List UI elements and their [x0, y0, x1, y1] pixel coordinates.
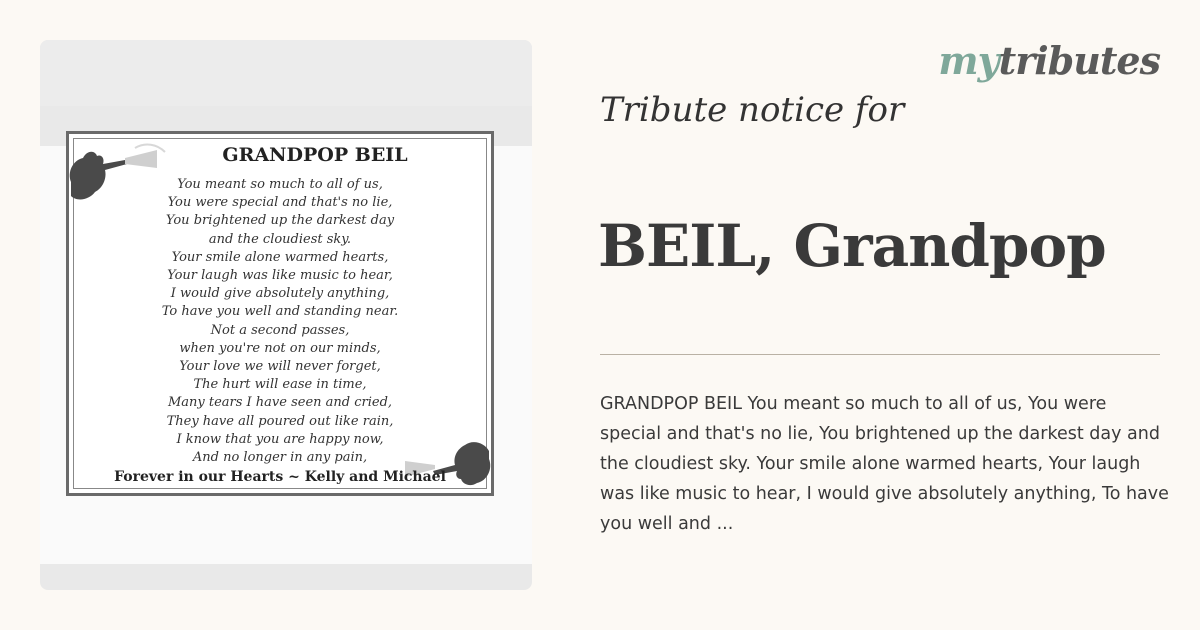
poem-line: You meant so much to all of us,	[177, 177, 383, 192]
poem-line: Your smile alone warmed hearts,	[171, 249, 389, 265]
deceased-name: BEIL, Grandpop	[598, 212, 1106, 280]
logo-my: my	[938, 38, 999, 83]
divider	[600, 354, 1160, 355]
poem-line: To have you well and standing near.	[161, 304, 399, 320]
mytributes-logo[interactable]	[938, 38, 1160, 83]
notice-poem	[69, 176, 491, 467]
logo-tributes: tributes	[998, 38, 1160, 83]
poem-line: Many tears I have seen and cried,	[167, 395, 393, 411]
notice-title: GRANDPOP BEIL	[222, 144, 408, 166]
poem-line: The hurt will ease in time,	[193, 377, 367, 393]
poem-line: They have all poured out like rain,	[166, 413, 394, 429]
poem-line: and the cloudiest sky.	[208, 231, 352, 247]
poem-line: Your laugh was like music to hear,	[167, 268, 393, 284]
notice-image[interactable]	[66, 131, 494, 496]
poem-line: I know that you are happy now,	[176, 431, 384, 447]
poem-line: You were special and that's no lie,	[167, 195, 393, 211]
poem-line: Your love we will never forget,	[179, 359, 381, 375]
poem-line: when you're not on our minds,	[179, 340, 381, 356]
poem-line: I would give absolutely anything,	[170, 286, 390, 302]
poem-line: You brightened up the darkest day	[165, 213, 395, 229]
card-top-band	[40, 40, 532, 106]
poem-line: And no longer in any pain,	[192, 450, 368, 466]
tribute-excerpt: GRANDPOP BEIL You meant so much to all of us, You were special and that's no lie, You brightened up the darkest day and the cloudiest sky. Your smile alone warmed hearts, Your laugh was like music to hear, I would give absolutely anything, To have you well and ...	[600, 394, 1169, 534]
poem-line: Not a second passes,	[210, 322, 350, 338]
tribute-subtitle: Tribute notice for	[600, 90, 905, 130]
notice-footer: Forever in our Hearts ~ Kelly and Michael	[114, 469, 446, 485]
